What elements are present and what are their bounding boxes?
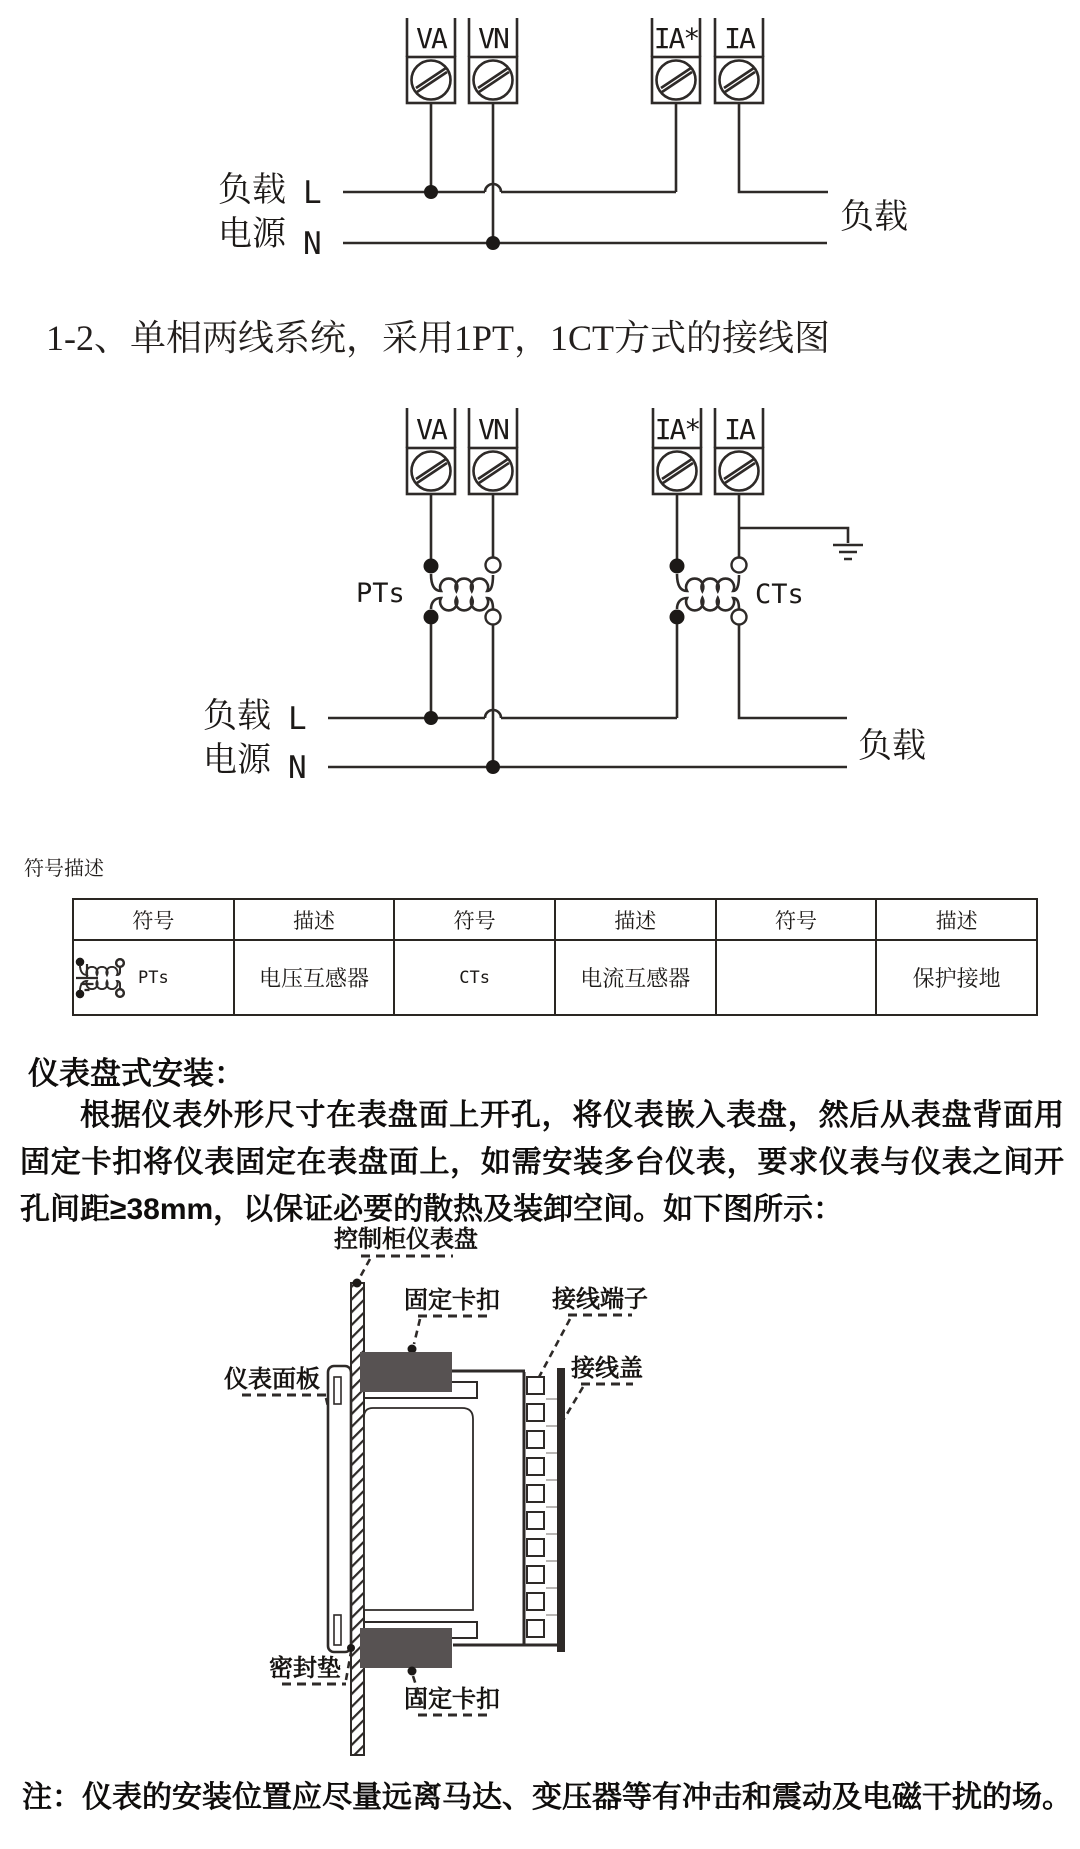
- terminal-vn: [469, 408, 517, 494]
- terminal-vn: [469, 18, 517, 103]
- col-header: 符号: [716, 899, 877, 940]
- neutral-letter: N: [288, 750, 307, 786]
- pointer-dot: [353, 1279, 362, 1288]
- ct-symbol-cell: [394, 940, 555, 1015]
- table-header-row: [73, 899, 1037, 940]
- polarity-circle: [486, 610, 501, 625]
- gasket-label: 密封垫: [269, 1655, 341, 1682]
- screw-icon: [412, 452, 451, 491]
- screw-icon: [720, 61, 759, 100]
- polarity-dot: [424, 559, 439, 574]
- terminal-label: VA: [416, 413, 446, 446]
- winding-coil: [431, 574, 493, 591]
- bezel-slot: [334, 1615, 341, 1645]
- clip-bottom-callout: [404, 1676, 500, 1715]
- earth-ground: [739, 528, 863, 559]
- source-label: 电源: [218, 215, 286, 253]
- ct-label: CTs: [755, 579, 804, 610]
- terminal-label: VN: [478, 22, 508, 55]
- load-label: 负载: [203, 697, 271, 735]
- pt-transformer: [356, 494, 501, 625]
- ground-desc-cell: 保护接地: [876, 940, 1037, 1015]
- terminal-label: VA: [416, 22, 446, 55]
- install-heading: 仪表盘式安装：: [28, 1056, 245, 1091]
- pointer-dot: [347, 1644, 355, 1652]
- symbol-table: [72, 898, 1038, 1016]
- terminal-ia-star: [652, 18, 700, 103]
- terminal-cover-bar: [557, 1368, 565, 1652]
- load-label: 负载: [218, 171, 286, 209]
- screw-icon: [474, 452, 513, 491]
- col-header: 描述: [234, 899, 395, 940]
- screw-icon: [720, 452, 759, 491]
- polarity-circle: [486, 558, 501, 573]
- pointer-dot: [408, 1667, 417, 1676]
- clip-top-callout: [404, 1287, 500, 1354]
- terminal-label: VN: [478, 413, 508, 446]
- install-paragraph: 根据仪表外形尺寸在表盘面上开孔，将仪表嵌入表盘，然后从表盘背面用固定卡扣将仪表固定在表盘面上，如需安装多台仪表，要求仪表与仪表之间开孔间距≥38mm，以保证必要的散热及装卸空间。如下图所示：: [20, 1099, 1064, 1226]
- pt-desc-cell: 电压互感器: [234, 940, 395, 1015]
- col-header: 描述: [876, 899, 1037, 940]
- col-header: 描述: [555, 899, 716, 940]
- fixing-clip-top: [360, 1352, 452, 1392]
- col-header: 符号: [73, 899, 234, 940]
- ct-desc-cell: 电流互感器: [555, 940, 716, 1015]
- terminal-ia: [715, 408, 763, 494]
- ground-symbol-cell: [716, 940, 877, 1015]
- cover-callout: [564, 1355, 643, 1419]
- screw-icon: [658, 452, 697, 491]
- terminal-ia: [715, 18, 763, 103]
- meter-display-area: [364, 1408, 473, 1610]
- col-header: 符号: [394, 899, 555, 940]
- wires: [343, 103, 828, 250]
- table-row: [73, 940, 1037, 1015]
- winding-coil: [677, 574, 739, 591]
- installation-diagram: [180, 1215, 900, 1775]
- polarity-dot: [670, 610, 685, 625]
- screw-icon: [657, 61, 696, 100]
- terminals-label: 接线端子: [552, 1286, 648, 1313]
- line-letter: L: [303, 175, 322, 211]
- right-load-label: 负载: [840, 198, 908, 236]
- terminal-label: IA*: [654, 413, 700, 446]
- ct-transformer: [670, 494, 804, 625]
- terminal-label: IA: [724, 22, 754, 55]
- source-label: 电源: [203, 741, 271, 779]
- cover-label: 接线盖: [571, 1355, 643, 1382]
- clip-top-label: 固定卡扣: [404, 1287, 500, 1314]
- pt-symbol-label: PTs: [137, 967, 169, 988]
- clip-bottom-label: 固定卡扣: [404, 1686, 500, 1713]
- wires: [328, 624, 847, 774]
- symbol-section-title: 符号描述: [24, 858, 104, 880]
- winding-coil: [431, 598, 493, 610]
- screw-icon: [474, 61, 513, 100]
- ground-icon: [833, 545, 863, 559]
- wiring-diagram-pt-ct: [0, 380, 1080, 800]
- section-heading: 1-2、单相两线系统，采用1PT，1CT方式的接线图: [46, 318, 831, 358]
- polarity-dot: [670, 559, 685, 574]
- bezel-slot: [334, 1377, 341, 1404]
- ground-icon: [73, 961, 101, 995]
- junction-dot: [424, 711, 438, 725]
- terminal-va: [407, 408, 455, 494]
- polarity-dot: [424, 610, 439, 625]
- terminal-va: [407, 18, 455, 103]
- front-panel-callout: [224, 1365, 338, 1432]
- pt-label: PTs: [356, 578, 405, 609]
- panel-board-label: 控制柜仪表盘: [334, 1226, 478, 1253]
- fixing-clip-bottom: [360, 1628, 452, 1668]
- panel-board-callout: [334, 1225, 478, 1288]
- screw-icon: [412, 61, 451, 100]
- wiring-diagram-direct: [0, 0, 1080, 280]
- front-panel-label: 仪表面板: [224, 1366, 320, 1393]
- junction-dot: [486, 760, 500, 774]
- winding-coil: [677, 598, 739, 610]
- right-load-label: 负载: [858, 727, 926, 765]
- junction-dot: [424, 185, 438, 199]
- junction-dot: [486, 236, 500, 250]
- line-letter: L: [288, 701, 307, 737]
- terminal-block: [524, 1372, 557, 1644]
- terminal-ia-star: [653, 408, 701, 494]
- neutral-letter: N: [303, 226, 322, 262]
- meter-front-bezel: [328, 1366, 351, 1652]
- terminal-label: IA: [724, 413, 754, 446]
- terminal-label: IA*: [653, 22, 699, 55]
- ct-symbol-label: CTs: [459, 967, 490, 988]
- foot-note: 注：仪表的安装位置应尽量远离马达、变压器等有冲击和震动及电磁干扰的场。: [22, 1781, 1072, 1814]
- polarity-circle: [732, 558, 747, 573]
- polarity-circle: [732, 610, 747, 625]
